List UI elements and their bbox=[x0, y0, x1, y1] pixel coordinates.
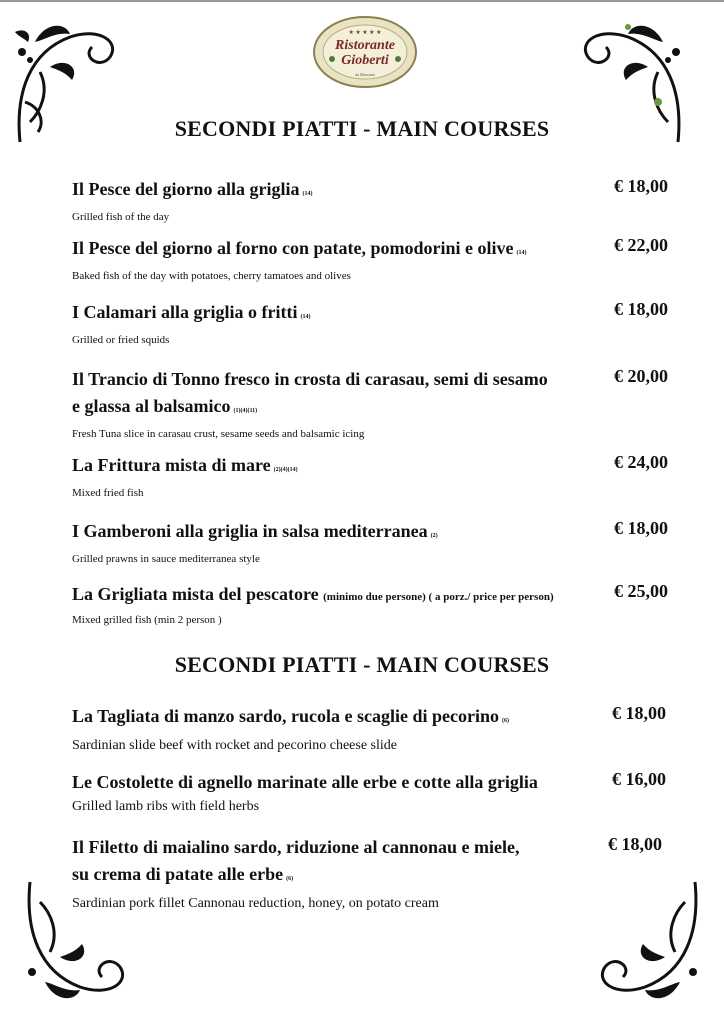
menu-item bbox=[72, 176, 682, 224]
dish-name bbox=[72, 235, 682, 267]
menu-item bbox=[72, 452, 682, 500]
dish-name-text: Il Trancio di Tonno fresco in crosta di carasau, semi di sesamo bbox=[72, 369, 548, 389]
section-title: SECONDI PIATTI - MAIN COURSES bbox=[174, 116, 550, 141]
allergen-codes: (6) bbox=[286, 876, 294, 882]
menu-item bbox=[72, 299, 682, 347]
dish-name bbox=[72, 176, 682, 208]
allergen-codes: (2) bbox=[430, 533, 438, 539]
dish-name-text: La Tagliata di manzo sardo, rucola e scaglie di pecorino bbox=[72, 706, 500, 726]
dish-price: € 18,00 bbox=[614, 518, 668, 538]
restaurant-logo bbox=[312, 14, 418, 90]
dish-name bbox=[72, 581, 682, 611]
dish-description: Grilled or fried squids bbox=[72, 334, 170, 346]
menu-item bbox=[72, 518, 682, 566]
dish-name bbox=[72, 703, 682, 735]
menu-item bbox=[72, 769, 682, 816]
dish-description: Fresh Tuna slice in carasau crust, sesame seeds and balsamic icing bbox=[72, 428, 365, 440]
dish-price: € 18,00 bbox=[614, 299, 668, 319]
dish-price: € 16,00 bbox=[612, 769, 666, 789]
dish-price: € 18,00 bbox=[612, 703, 666, 723]
dish-note: (minimo due persone) ( a porz./ price per person) bbox=[323, 591, 554, 603]
dish-name bbox=[72, 769, 682, 796]
dish-price: € 18,00 bbox=[608, 834, 662, 854]
dish-name-text: Il Pesce del giorno alla griglia bbox=[72, 179, 300, 199]
dish-description: Grilled lamb ribs with field herbs bbox=[72, 799, 260, 814]
dish-description: Sardinian slide beef with rocket and pecorino cheese slide bbox=[72, 738, 397, 753]
dish-description: Baked fish of the day with potatoes, cherry tamatoes and olives bbox=[72, 270, 351, 282]
menu-item bbox=[72, 834, 682, 913]
dish-name-text: La Frittura mista di mare bbox=[72, 455, 271, 475]
dish-name bbox=[72, 366, 682, 425]
dish-name-line2: su crema di patate alle erbe bbox=[72, 864, 284, 884]
svg-text:Gioberti: Gioberti bbox=[341, 53, 389, 68]
allergen-codes: (6) bbox=[502, 718, 510, 724]
dish-description: Mixed fried fish bbox=[72, 487, 144, 499]
dish-name bbox=[72, 834, 682, 893]
dish-name-line2: e glassa al balsamico bbox=[72, 396, 231, 416]
allergen-codes: (14) bbox=[302, 191, 313, 197]
dish-description: Sardinian pork fillet Cannonau reduction, honey, on potato cream bbox=[72, 896, 439, 911]
allergen-codes: (14) bbox=[300, 314, 311, 320]
dish-name-text: Il Pesce del giorno al forno con patate, pomodorini e olive bbox=[72, 238, 514, 258]
menu-item bbox=[72, 366, 682, 441]
top-border bbox=[0, 0, 724, 2]
dish-name bbox=[72, 452, 682, 484]
section-title: SECONDI PIATTI - MAIN COURSES bbox=[174, 652, 550, 677]
menu-item bbox=[72, 235, 682, 283]
menu-item bbox=[72, 703, 682, 755]
dish-price: € 20,00 bbox=[614, 366, 668, 386]
allergen-codes: (2)(4)(14) bbox=[273, 467, 298, 473]
dish-name-text: I Calamari alla griglia o fritti bbox=[72, 302, 298, 322]
svg-text:Ristorante: Ristorante bbox=[335, 38, 395, 53]
dish-description: Mixed grilled fish (min 2 person ) bbox=[72, 614, 222, 626]
dish-name-text: Il Filetto di maialino sardo, riduzione al cannonau e miele, bbox=[72, 837, 520, 857]
dish-price: € 24,00 bbox=[614, 452, 668, 472]
allergen-codes: (1)(4)(11) bbox=[233, 408, 258, 414]
dish-name-text: Le Costolette di agnello marinate alle erbe e cotte alla griglia bbox=[72, 772, 538, 792]
dish-name-text: I Gamberoni alla griglia in salsa mediterranea bbox=[72, 521, 428, 541]
dish-price: € 25,00 bbox=[614, 581, 668, 601]
svg-text:★ ★ ★ ★ ★: ★ ★ ★ ★ ★ bbox=[348, 30, 382, 36]
dish-price: € 22,00 bbox=[614, 235, 668, 255]
menu-item bbox=[72, 581, 682, 627]
dish-description: Grilled prawns in sauce mediterranea style bbox=[72, 553, 260, 565]
dish-name-text: La Grigliata mista del pescatore bbox=[72, 584, 319, 604]
svg-text:da Massimo: da Massimo bbox=[355, 72, 375, 77]
dish-description: Grilled fish of the day bbox=[72, 211, 170, 223]
dish-price: € 18,00 bbox=[614, 176, 668, 196]
dish-name bbox=[72, 299, 682, 331]
allergen-codes: (14) bbox=[516, 250, 527, 256]
dish-name bbox=[72, 518, 682, 550]
